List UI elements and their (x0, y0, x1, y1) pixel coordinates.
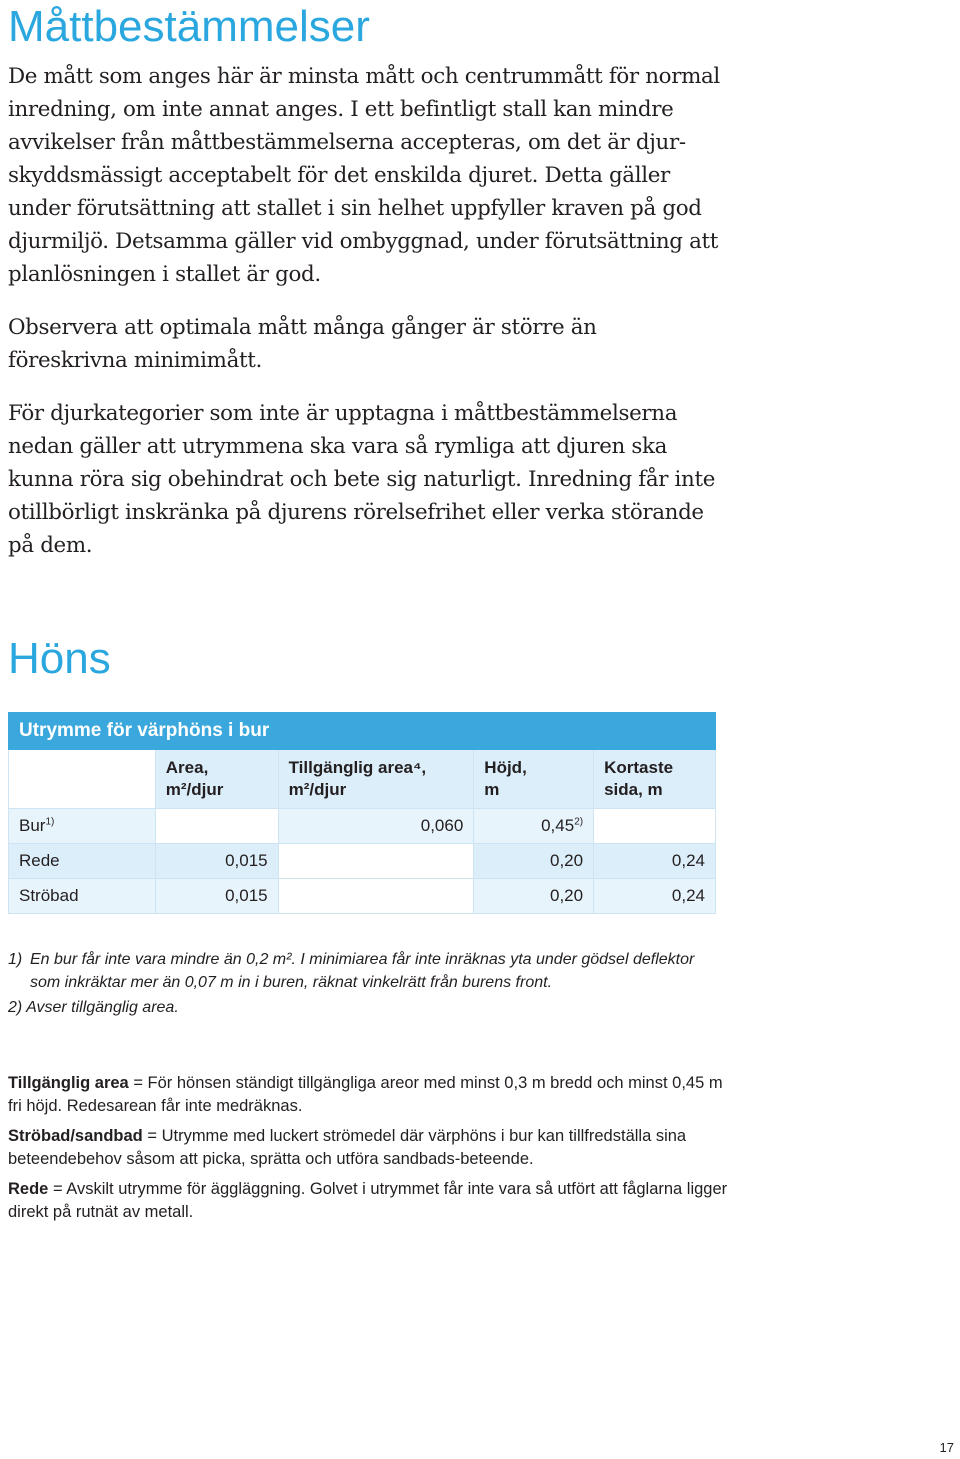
cell-height: 0,20 (474, 879, 594, 914)
cell-area: 0,015 (155, 879, 278, 914)
space-table (8, 712, 716, 914)
definition-term: Tillgänglig area (8, 1074, 129, 1092)
cell-available-area (278, 879, 474, 914)
intro-paragraph-1: De mått som anges här är minsta mått och centrummått för normal inredning, om inte annat anges. I ett befintligt stall kan mindre avvikelser från måttbestämmelserna accepteras, om det är djur-skyddsmässigt acceptabelt för det enskilda djuret. Detta gäller under förutsättning att stallet i sin helhet uppfyller kraven på god djurmiljö. Detsamma gäller vid ombyggnad, under förutsättning att planlösningen i stallet är god. (8, 64, 720, 287)
cell-height-value: 0,45 (541, 816, 575, 835)
page-number: 17 (939, 1440, 954, 1455)
table-header-row (9, 750, 716, 809)
cell-shortest-side: 0,24 (594, 879, 716, 914)
header-blank-cell (9, 750, 156, 809)
definition-item (8, 1125, 728, 1171)
header-area-line1: Area, (165, 758, 209, 777)
definition-item (8, 1072, 728, 1118)
definition-item (8, 1178, 728, 1224)
cell-shortest-side (594, 809, 716, 844)
section-title: Höns (8, 634, 111, 683)
header-shortest-side (594, 750, 716, 809)
header-available-area (278, 750, 474, 809)
definition-text: = För hönsen ständigt tillgängliga areor med minst 0,3 m bredd och minst 0,45 m fri höjd. Redesarean får inte medräknas. (8, 1074, 723, 1115)
table-row (9, 879, 716, 914)
table-row (9, 809, 716, 844)
intro-paragraph-3: För djurkategorier som inte är upptagna i måttbestämmelserna nedan gäller att utrymmena ska vara så rymliga att djuren ska kunna röra sig obehindrat och bete sig naturligt. Inredning får inte otillbörligt inskränka på djurens rörelsefrihet eller verka störande på dem. (8, 401, 716, 558)
definitions (8, 1072, 728, 1231)
cell-shortest-side: 0,24 (594, 844, 716, 879)
header-shortest-line2: sida, m (604, 780, 663, 799)
definition-text: = Utrymme med luckert strömedel där värphöns i bur kan tillfredställa sina beteendebehov såsom att picka, sprätta och utföra sandbads-beteende. (8, 1127, 687, 1168)
footnote-1-key: 1) (8, 951, 23, 968)
cell-available-area: 0,060 (278, 809, 474, 844)
cell-height: 0,20 (474, 844, 594, 879)
footnote-1-text: En bur får inte vara mindre än 0,2 m². I minimiarea får inte inräknas yta under gödsel deflektor som inkräktar mer än 0,07 m in i buren, räknat vinkelrätt från burens front. (30, 951, 695, 991)
row-label-text: Bur (19, 816, 46, 835)
row-label-footnote: 1) (45, 816, 55, 828)
table-row (9, 844, 716, 879)
row-label: Rede (9, 844, 156, 879)
footnote-2: 2) Avser tillgänglig area. (8, 999, 179, 1016)
header-height-line2: m (484, 780, 500, 799)
cell-area (155, 809, 278, 844)
cell-available-area (278, 844, 474, 879)
header-area-line2: m²/djur (165, 780, 224, 799)
header-available-line1: Tillgänglig area⁴, (288, 758, 427, 777)
definition-text: = Avskilt utrymme för äggläggning. Golvet i utrymmet får inte vara så utfört att fåglarna ligger direkt på rutnät av metall. (8, 1180, 728, 1221)
table-footnotes (8, 948, 728, 1019)
definition-term: Ströbad/sandbad (8, 1127, 143, 1145)
definition-term: Rede (8, 1180, 49, 1198)
intro-paragraph-2: Observera att optimala mått många gånger är större än föreskrivna minimimått. (8, 315, 597, 373)
cell-height-footnote: 2) (574, 816, 584, 828)
intro-text (8, 60, 720, 582)
row-label: Ströbad (9, 879, 156, 914)
footnote-1 (8, 948, 728, 994)
header-available-line2: m²/djur (288, 780, 347, 799)
row-label (9, 809, 156, 844)
header-area (155, 750, 278, 809)
cell-area: 0,015 (155, 844, 278, 879)
page-title: Måttbestämmelser (8, 2, 370, 51)
cell-height (474, 809, 594, 844)
table-caption: Utrymme för värphöns i bur (9, 713, 716, 750)
header-height (474, 750, 594, 809)
header-height-line1: Höjd, (484, 758, 527, 777)
header-shortest-line1: Kortaste (604, 758, 674, 777)
